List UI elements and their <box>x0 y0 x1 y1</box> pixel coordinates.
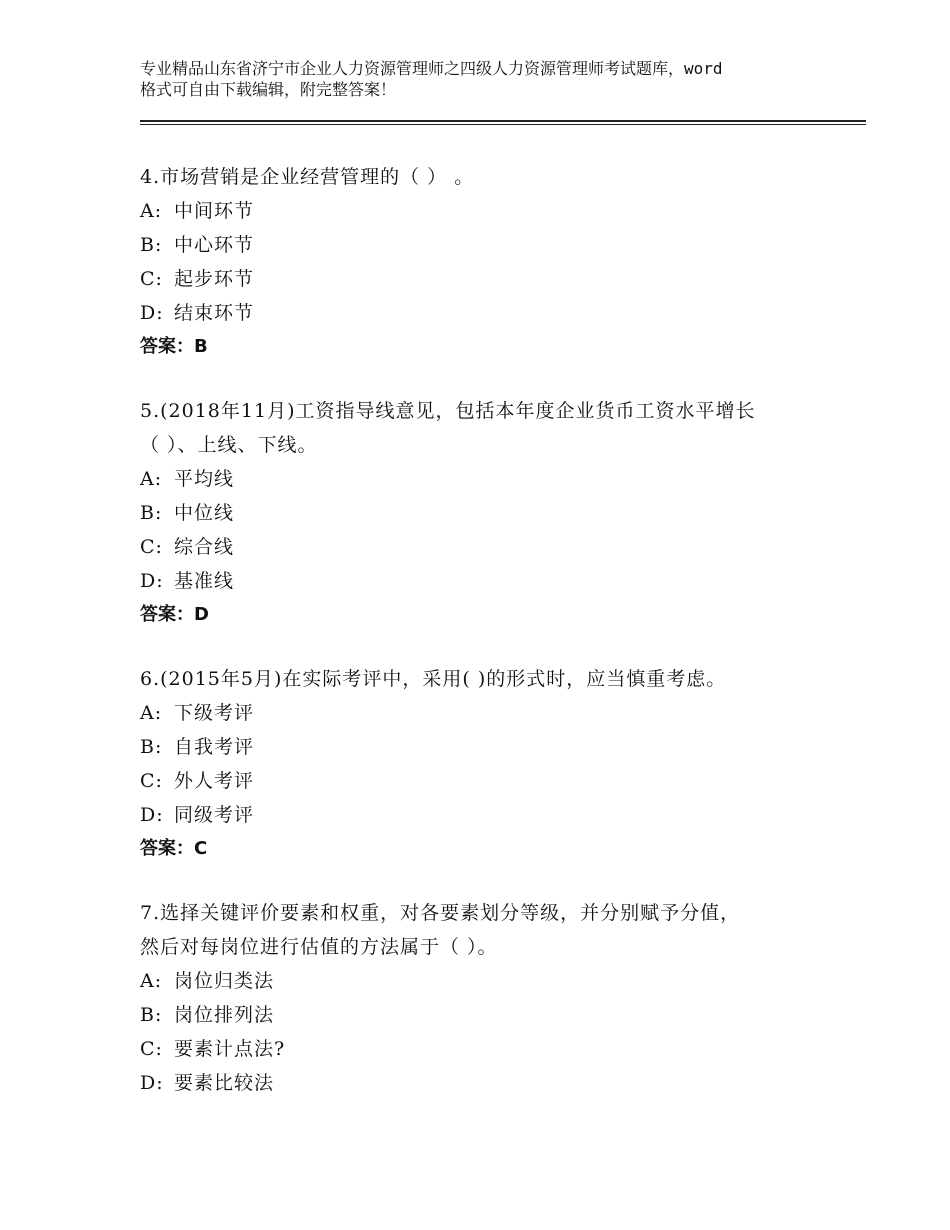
option-a <box>140 964 840 998</box>
option-text: 中位线 <box>174 502 235 524</box>
option-key: C: <box>140 536 163 558</box>
option-key: A: <box>140 702 163 724</box>
option-c <box>140 764 840 798</box>
option-key: B: <box>140 736 163 758</box>
option-text: 下级考评 <box>174 702 255 724</box>
option-key: C: <box>140 1038 163 1060</box>
option-b <box>140 228 840 262</box>
question-text: 4.市场营销是企业经营管理的（ ） 。 <box>140 166 475 188</box>
header-rule-thick <box>140 120 866 122</box>
answer-line: 答案：D <box>140 604 209 625</box>
option-d <box>140 1066 840 1100</box>
option-key: D: <box>140 804 164 826</box>
option-a <box>140 462 840 496</box>
option-text: 要素计点法? <box>174 1038 286 1060</box>
option-d <box>140 296 840 330</box>
option-text: 中心环节 <box>174 234 255 256</box>
question-5 <box>140 394 840 632</box>
option-key: B: <box>140 1004 163 1026</box>
option-key: D: <box>140 1072 164 1094</box>
option-d <box>140 564 840 598</box>
question-6 <box>140 662 840 866</box>
option-text: 中间环节 <box>174 200 255 222</box>
option-key: C: <box>140 770 163 792</box>
question-text-cont: 然后对每岗位进行估值的方法属于（ ）。 <box>140 936 498 958</box>
option-text: 平均线 <box>174 468 235 490</box>
option-key: D: <box>140 570 164 592</box>
answer-line: 答案：C <box>140 838 208 859</box>
option-text: 岗位排列法 <box>174 1004 275 1026</box>
option-a <box>140 696 840 730</box>
option-text: 起步环节 <box>174 268 255 290</box>
option-b <box>140 998 840 1032</box>
option-b <box>140 730 840 764</box>
option-text: 综合线 <box>174 536 235 558</box>
question-4 <box>140 160 840 364</box>
question-list <box>140 160 840 1100</box>
option-c <box>140 530 840 564</box>
question-text: 7.选择关键评价要素和权重，对各要素划分等级，并分别赋予分值， <box>140 902 741 924</box>
option-text: 基准线 <box>174 570 235 592</box>
option-d <box>140 798 840 832</box>
document-header <box>140 58 830 100</box>
header-line-1: 专业精品山东省济宁市企业人力资源管理师之四级人力资源管理师考试题库，word <box>140 59 723 78</box>
option-text: 外人考评 <box>174 770 255 792</box>
question-text-cont: （ ）、上线、下线。 <box>140 434 318 456</box>
option-b <box>140 496 840 530</box>
option-a <box>140 194 840 228</box>
option-key: B: <box>140 502 163 524</box>
option-text: 自我考评 <box>174 736 255 758</box>
option-key: A: <box>140 468 163 490</box>
question-text: 5.(2018年11月)工资指导线意见，包括本年度企业货币工资水平增长 <box>140 400 756 422</box>
header-line-2: 格式可自由下载编辑，附完整答案！ <box>140 80 397 99</box>
option-c <box>140 1032 840 1066</box>
question-text: 6.(2015年5月)在实际考评中，采用( )的形式时，应当慎重考虑。 <box>140 668 727 690</box>
option-key: A: <box>140 970 163 992</box>
header-rule-thin <box>140 124 866 125</box>
option-key: B: <box>140 234 163 256</box>
option-text: 结束环节 <box>174 302 255 324</box>
option-text: 同级考评 <box>174 804 255 826</box>
option-key: C: <box>140 268 163 290</box>
question-7 <box>140 896 840 1100</box>
option-text: 岗位归类法 <box>174 970 275 992</box>
option-key: D: <box>140 302 164 324</box>
option-c <box>140 262 840 296</box>
option-text: 要素比较法 <box>174 1072 275 1094</box>
answer-line: 答案：B <box>140 336 208 357</box>
option-key: A: <box>140 200 163 222</box>
